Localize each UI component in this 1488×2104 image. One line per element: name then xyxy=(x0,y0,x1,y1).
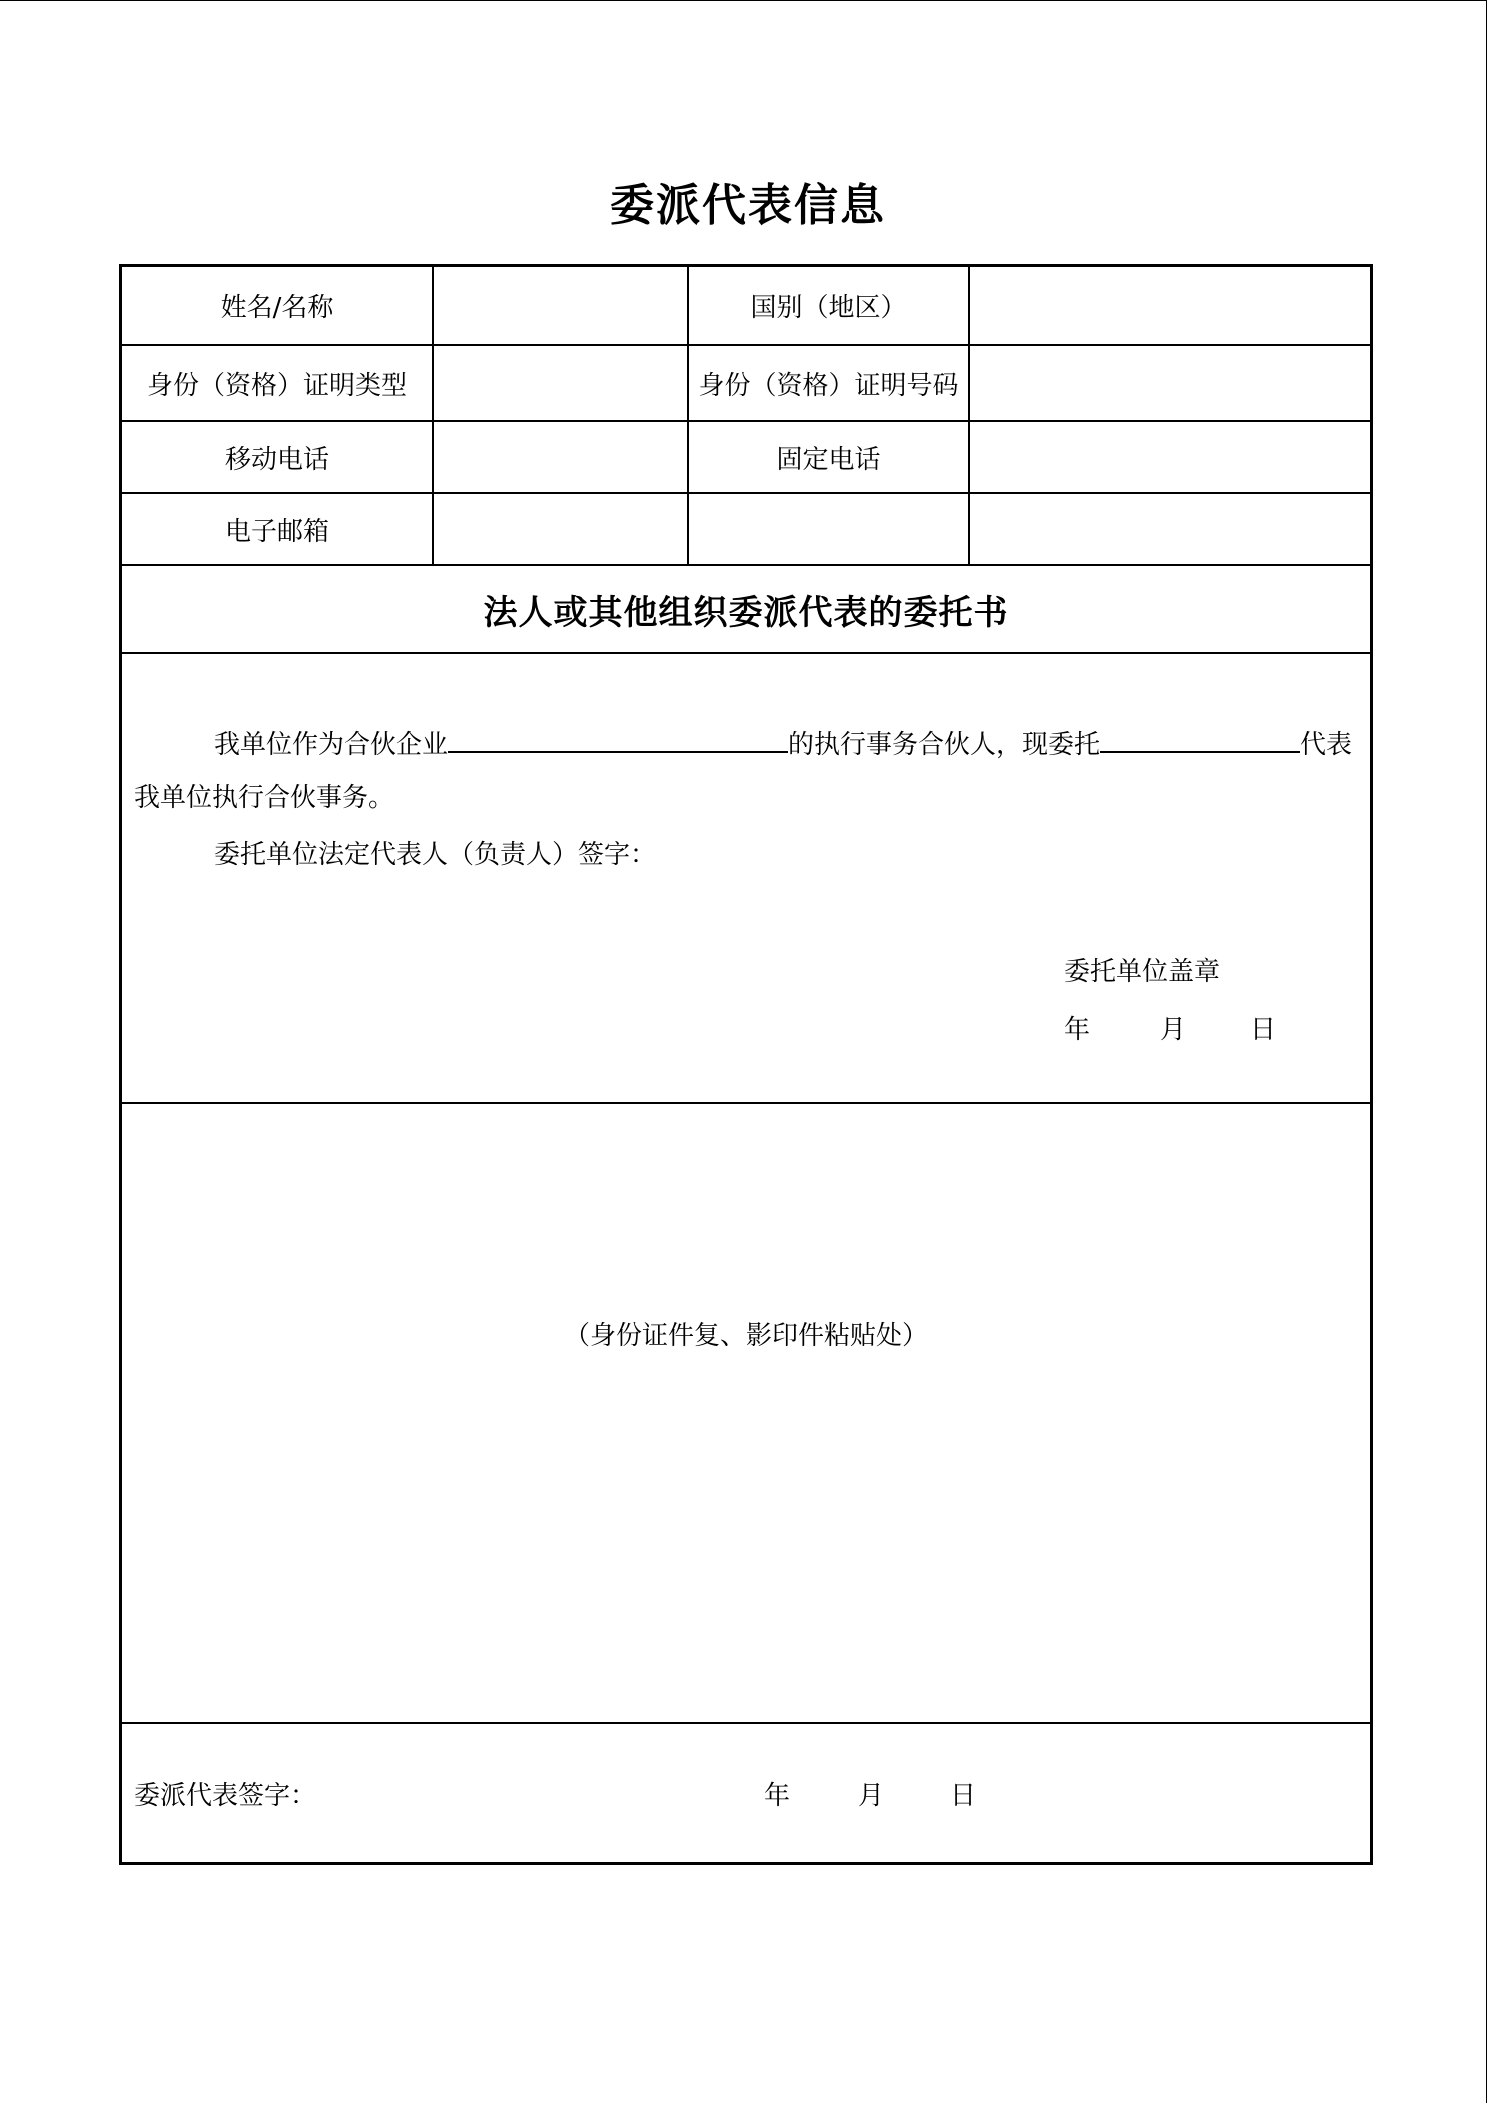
footer-date-day: 日 xyxy=(950,1781,977,1811)
entrusting-unit-seal-label: 委托单位盖章 xyxy=(1064,957,1221,987)
entrust-text-part1: 我单位作为合伙企业 xyxy=(214,730,449,760)
entrust-paragraph-line2: 我单位执行合伙事务。 xyxy=(134,783,395,813)
mobile-phone-value-cell[interactable] xyxy=(434,422,687,492)
document-title: 委派代表信息 xyxy=(610,180,886,231)
section-divider-id-area xyxy=(122,1722,1370,1724)
legal-rep-signature-label: 委托单位法定代表人（负责人）签字： xyxy=(214,840,657,870)
entrust-date-month: 月 xyxy=(1160,1015,1187,1045)
email-value-cell[interactable] xyxy=(434,494,687,564)
entrust-paragraph-line1 xyxy=(214,723,1352,762)
delegate-form xyxy=(119,264,1373,1865)
delegate-name-blank[interactable] xyxy=(1100,723,1300,753)
landline-phone-value-cell[interactable] xyxy=(970,422,1370,492)
empty-cell xyxy=(970,494,1370,564)
entrust-text-part3: 代表 xyxy=(1300,730,1353,760)
section-divider-entrust xyxy=(122,1102,1370,1104)
email-label: 电子邮箱 xyxy=(224,516,329,547)
entrust-letter-heading: 法人或其他组织委派代表的委托书 xyxy=(483,592,1009,633)
entrust-date-year: 年 xyxy=(1064,1015,1091,1045)
landline-phone-label: 固定电话 xyxy=(776,444,881,475)
entrust-text-part2: 的执行事务合伙人，现委托 xyxy=(788,730,1101,760)
partnership-name-blank[interactable] xyxy=(448,723,788,753)
id-type-value-cell[interactable] xyxy=(434,346,687,420)
id-copy-paste-area-note: （身份证件复、影印件粘贴处） xyxy=(563,1321,928,1351)
id-number-value-cell[interactable] xyxy=(970,346,1370,420)
footer-date-month: 月 xyxy=(858,1781,885,1811)
country-region-label: 国别（地区） xyxy=(750,293,907,323)
name-value-cell[interactable] xyxy=(434,267,687,344)
id-type-label: 身份（资格）证明类型 xyxy=(146,370,407,401)
mobile-phone-label: 移动电话 xyxy=(224,444,329,475)
footer-date-year: 年 xyxy=(764,1781,791,1811)
entrust-date-day: 日 xyxy=(1250,1015,1277,1045)
id-number-label: 身份（资格）证明号码 xyxy=(698,370,959,401)
delegate-signature-label: 委派代表签字： xyxy=(134,1781,317,1811)
name-label: 姓名/名称 xyxy=(220,293,334,323)
empty-cell xyxy=(689,494,968,564)
country-region-value-cell[interactable] xyxy=(970,267,1370,344)
section-divider-heading xyxy=(122,652,1370,654)
